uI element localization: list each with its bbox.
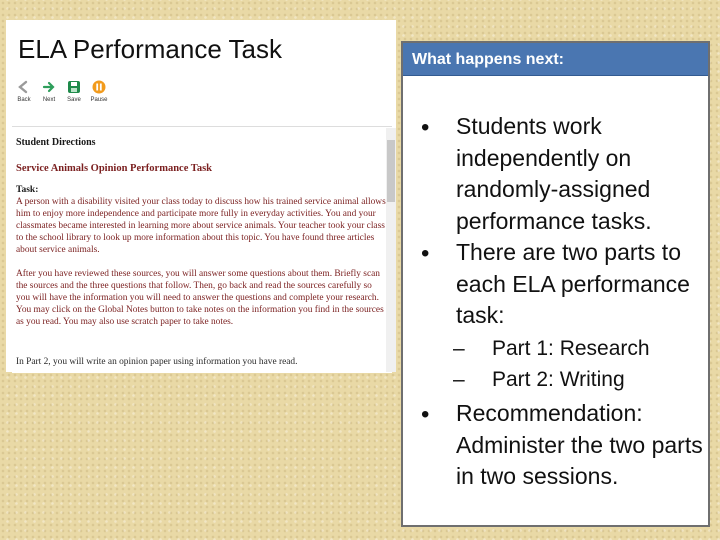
pause-icon xyxy=(92,80,106,94)
bullet-marker: • xyxy=(421,114,430,141)
scrollbar[interactable] xyxy=(386,128,396,372)
bullet-students-work: Students work independently on randomly-assigned performance tasks. xyxy=(456,113,652,234)
scrollbar-thumb[interactable] xyxy=(387,140,395,202)
back-arrow-icon xyxy=(17,80,31,94)
next-label: Next xyxy=(42,97,56,103)
task-label: Task: xyxy=(16,185,39,195)
next-arrow-icon xyxy=(42,80,56,94)
bullet-marker: • xyxy=(421,401,430,428)
task-title: Service Animals Opinion Performance Task xyxy=(16,163,213,174)
pause-label: Pause xyxy=(90,97,108,103)
subitem-part1: Part 1: Research xyxy=(492,337,650,360)
right-panel xyxy=(401,41,710,527)
left-panel xyxy=(6,20,396,372)
pause-button[interactable] xyxy=(87,78,111,103)
part2-paragraph: In Part 2, you will write an opinion paper using information you have read. xyxy=(16,357,298,367)
bullet-two-parts: There are two parts to each ELA performance task: xyxy=(456,239,690,328)
header-title: What happens next: xyxy=(412,51,565,68)
back-label: Back xyxy=(17,97,31,103)
dash-marker: – xyxy=(453,337,465,360)
save-label: Save xyxy=(67,97,81,103)
save-disk-icon xyxy=(67,80,81,94)
toolbar xyxy=(12,78,122,122)
dash-marker: – xyxy=(453,368,465,391)
instructions-paragraph: After you have reviewed these sources, you will answer some questions about them. Briefly scan the sources and the three questions that follow. Then, go back and read the sources carefully so you will have the information you will need to answer the questions and complete your research. You may click on the Global Notes button to take notes on the information you find in the sources as you read. You may also use scratch paper to take notes. xyxy=(16,269,384,327)
subitem-part2: Part 2: Writing xyxy=(492,368,625,391)
student-directions-heading: Student Directions xyxy=(16,137,96,148)
next-button[interactable] xyxy=(37,78,61,103)
bullet-marker: • xyxy=(421,240,430,267)
task-paragraph: A person with a disability visited your class today to discuss how his trained service animal allows him to enjoy more independence and participate more fully in everyday activities. You and your classmates became interested in learning more about service animals. Your teacher took your class to the school library to look up more information about this topic. You have found three articles about service animals. xyxy=(16,197,386,255)
back-button[interactable] xyxy=(12,78,36,103)
bullet-recommendation: Recommendation: Administer the two parts in two sessions. xyxy=(456,400,703,489)
header-bar xyxy=(403,43,708,76)
save-button[interactable] xyxy=(62,78,86,103)
slide-title: ELA Performance Task xyxy=(18,34,282,64)
passage-screen xyxy=(12,126,392,373)
